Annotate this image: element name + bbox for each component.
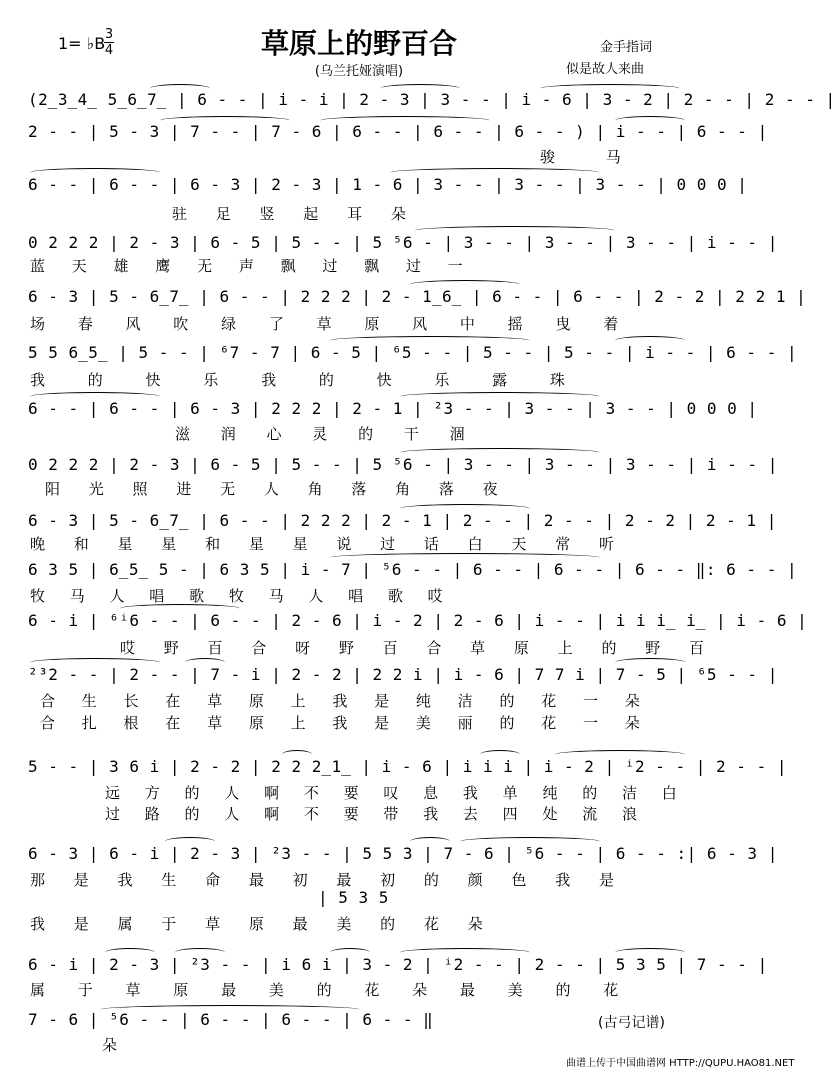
- lyric-line: 朵: [102, 1036, 121, 1054]
- lyric-line: 哎 野 百 合 呀 野 百 合 草 原 上 的 野 百: [120, 639, 707, 657]
- lyric-line: 远 方 的 人 啊 不 要 叹 息 我 单 纯 的 洁 白: [105, 784, 680, 802]
- notation-line: ²³2 - - | 2 - - | 7 - i | 2 - 2 | 2 2 i | i - 6 | 7 7 i | 7 - 5 | ⁶5 - - |: [28, 665, 778, 684]
- notation-line: 6 - i | ⁶ⁱ6 - - | 6 - - | 2 - 6 | i - 2 | 2 - 6 | i - - | i i i̲ i̲ | i - 6 |: [28, 611, 808, 630]
- lyric-line: 晚 和 星 星 和 星 星 说 过 话 白 天 常 听: [30, 535, 617, 553]
- time-signature-bottom: 4: [104, 43, 114, 58]
- song-title: 草原上的野百合: [260, 27, 457, 60]
- lyric-line: 驻 足 竖 起 耳 朵: [172, 205, 409, 223]
- notation-line: (2̲3̲4̲ 5̲6̲7̲ | 6 - - | i - i | 2 - 3 | 3 - - | i - 6 | 3 - 2 | 2 - - | 2 - - |: [28, 90, 836, 109]
- lyric-line: 场 春 风 吹 绿 了 草 原 风 中 摇 曳 着: [30, 315, 622, 333]
- lyric-line: 合 扎 根 在 草 原 上 我 是 美 丽 的 花 一 朵: [40, 714, 643, 732]
- notation-line: 0 2 2 2 | 2 - 3 | 6 - 5 | 5 - - | 5 ⁵6 - | 3 - - | 3 - - | 3 - - | i - - |: [28, 233, 778, 252]
- watermark: 曲谱上传于中国曲谱网 HTTP://QUPU.HAO81.NET: [566, 1058, 795, 1069]
- notation-line: 2 - - | 5 - 3 | 7 - - | 7 - 6 | 6 - - | 6 - - | 6 - - ) | i - - | 6 - - |: [28, 122, 768, 141]
- lyric-line: 阳 光 照 进 无 人 角 落 角 落 夜: [45, 480, 501, 498]
- notation-line: 5 - - | 3 6 i | 2 - 2 | 2 2 2̲1̲ | i - 6 | i i i | i - 2 | ⁱ2 - - | 2 - - |: [28, 757, 787, 776]
- lyric-line: 蓝 天 雄 鹰 无 声 飘 过 飘 过 一: [30, 257, 466, 275]
- transcriber-credit: (古弓记谱): [598, 1015, 665, 1031]
- lyric-line: 合 生 长 在 草 原 上 我 是 纯 洁 的 花 一 朵: [40, 692, 643, 710]
- lyricist-credit: 金手指词: [600, 40, 653, 55]
- lyric-line: 那 是 我 生 命 最 初 最 初 的 颜 色 我 是: [30, 871, 617, 889]
- key-signature: 1= ♭B: [58, 34, 106, 53]
- notation-line: 0 2 2 2 | 2 - 3 | 6 - 5 | 5 - - | 5 ⁵6 - | 3 - - | 3 - - | 3 - - | i - - |: [28, 455, 778, 474]
- lyric-line: 骏 马: [540, 148, 624, 166]
- singer-credit: (乌兰托娅演唱): [314, 64, 404, 79]
- lyric-line: 滋 润 心 灵 的 干 涸: [175, 425, 468, 443]
- inline-notes: | 5 3 5: [318, 888, 389, 907]
- notation-line: 6 - 3 | 5 - 6̲7̲ | 6 - - | 2 2 2 | 2 - 1̲6̲ | 6 - - | 6 - - | 2 - 2 | 2 2 1 |: [28, 287, 807, 306]
- time-signature-top: 3: [104, 27, 114, 42]
- notation-line: 7 - 6 | ⁵6 - - | 6 - - | 6 - - | 6 - - ‖: [28, 1010, 434, 1029]
- notation-line: 6 - 3 | 6 - i | 2 - 3 | ²3 - - | 5 5 3 | 7 - 6 | ⁵6 - - | 6 - - :| 6 - 3 |: [28, 844, 778, 863]
- lyric-line: 我 是 属 于 草 原 最 美 的 花 朵: [30, 915, 486, 933]
- notation-line: 5 5 6̲5̲ | 5 - - | ⁶7 - 7 | 6 - 5 | ⁶5 - - | 5 - - | 5 - - | i - - | 6 - - |: [28, 343, 798, 362]
- composer-credit: 似是故人来曲: [566, 62, 645, 77]
- lyric-line: 过 路 的 人 啊 不 要 带 我 去 四 处 流 浪: [105, 805, 640, 823]
- notation-line: 6 - - | 6 - - | 6 - 3 | 2 2 2 | 2 - 1 | ²3 - - | 3 - - | 3 - - | 0 0 0 |: [28, 399, 758, 418]
- notation-line: 6 - i | 2 - 3 | ²3 - - | i 6 i | 3 - 2 | ⁱ2 - - | 2 - - | 5 3 5 | 7 - - |: [28, 955, 768, 974]
- notation-line: 6 3 5 | 6̲5̲ 5 - | 6 3 5 | i - 7 | ⁵6 - - | 6 - - | 6 - - | 6 - - ‖: 6 - - |: [28, 560, 798, 579]
- notation-line: 6 - - | 6 - - | 6 - 3 | 2 - 3 | 1 - 6 | 3 - - | 3 - - | 3 - - | 0 0 0 |: [28, 175, 748, 194]
- lyric-line: 牧 马 人 唱 歌 牧 马 人 唱 歌 哎: [30, 587, 446, 605]
- lyric-line: 属 于 草 原 最 美 的 花 朵 最 美 的 花: [30, 981, 622, 999]
- lyric-line: 我 的 快 乐 我 的 快 乐 露 珠: [30, 371, 568, 389]
- notation-line: 6 - 3 | 5 - 6̲7̲ | 6 - - | 2 2 2 | 2 - 1 | 2 - - | 2 - - | 2 - 2 | 2 - 1 |: [28, 511, 777, 530]
